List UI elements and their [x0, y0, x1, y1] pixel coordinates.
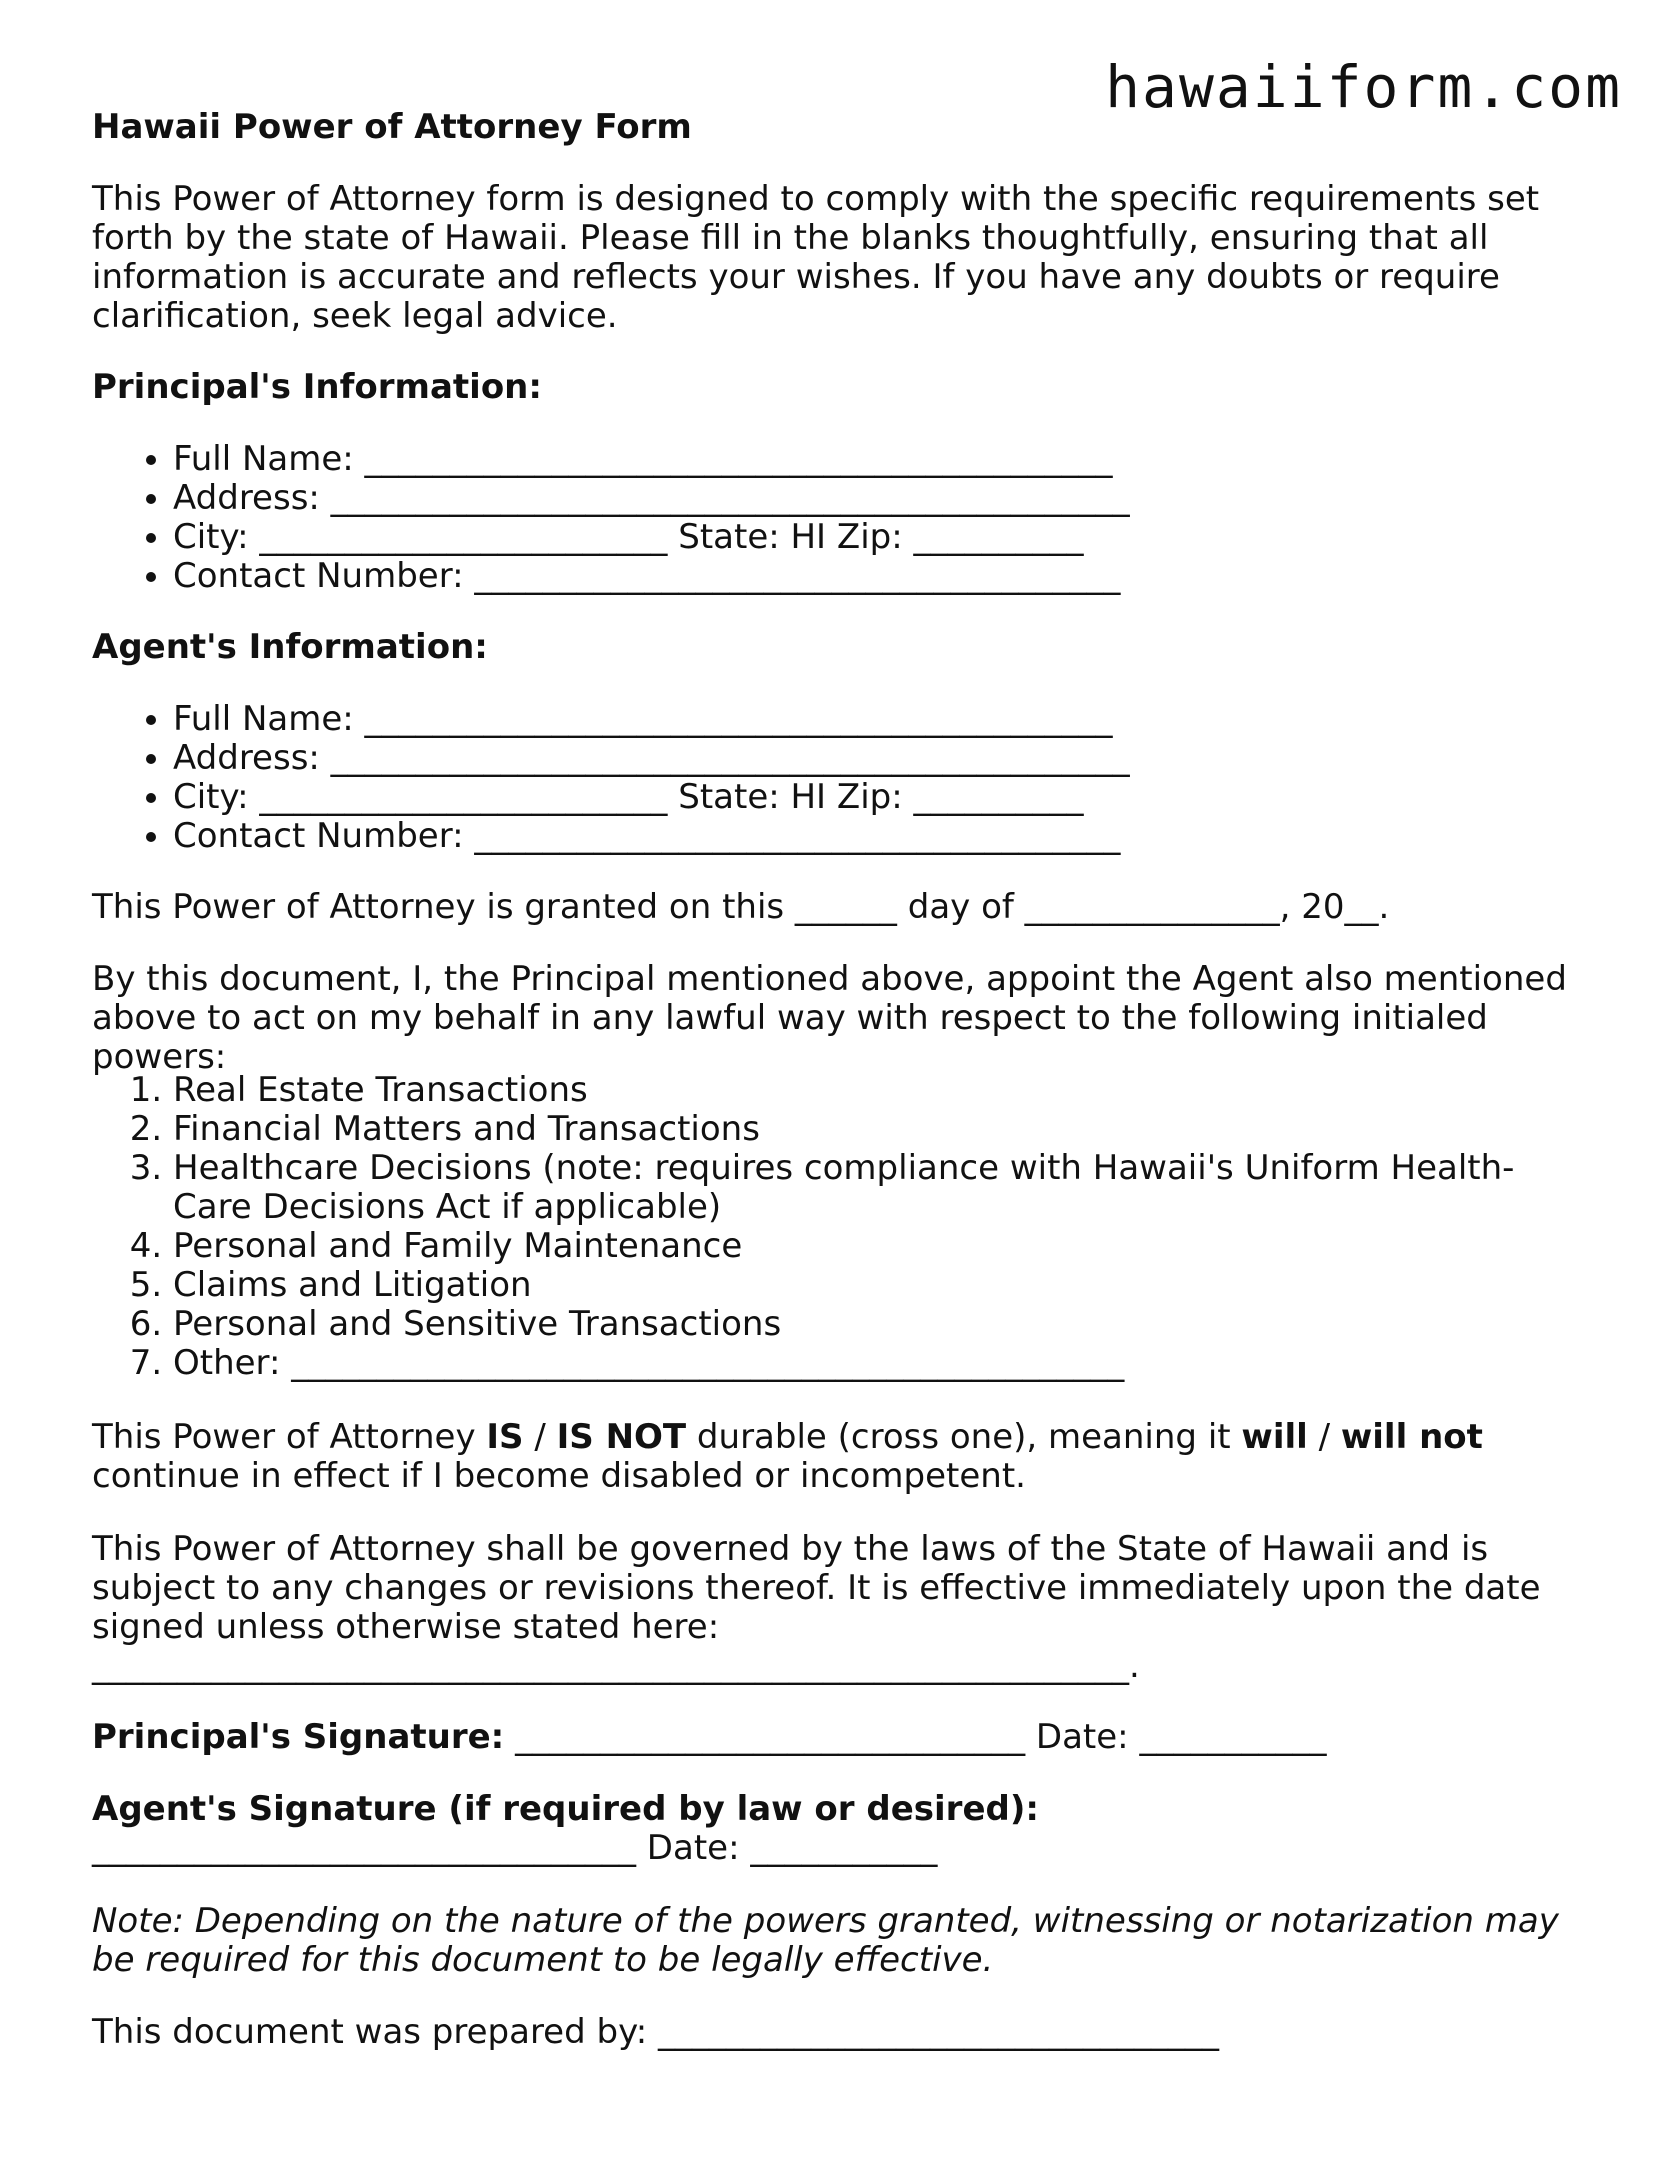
- principal-signature-label: Principal's Signature:: [92, 1717, 505, 1757]
- principal-signature-line: [92, 1718, 1326, 1757]
- is-option: IS: [486, 1417, 524, 1457]
- principal-city: • City: ________________________ State: HI Zip: __________: [173, 518, 1573, 557]
- agent-heading: Agent's Information:: [92, 627, 488, 667]
- power-item: 7. Other: _________________________________________________: [173, 1344, 1573, 1383]
- slash: /: [523, 1417, 557, 1457]
- agent-address: • Address: _______________________________________________: [173, 739, 1573, 778]
- notarization-note: Note: Depending on the nature of the powers granted, witnessing or notarization may be required for this document to be legally effective.: [92, 1901, 1559, 1980]
- power-item: 3. Healthcare Decisions (note: requires compliance with Hawaii's Uniform Health-Care Decisions Act if applicable): [173, 1149, 1573, 1227]
- principal-address: • Address: _______________________________________________: [173, 479, 1573, 518]
- prepared-by-line: This document was prepared by: _________________________________: [92, 2012, 1219, 2052]
- durable-text: This Power of Attorney: [92, 1417, 487, 1457]
- power-item: 1. Real Estate Transactions: [173, 1071, 1573, 1110]
- power-item: 5. Claims and Litigation: [173, 1266, 1573, 1305]
- document-title: Hawaii Power of Attorney Form: [92, 107, 692, 147]
- principal-full-name: • Full Name: ____________________________________________: [173, 440, 1573, 479]
- slash: /: [1307, 1417, 1341, 1457]
- agent-signature-line: [92, 1790, 1592, 1868]
- principal-info-list: [92, 440, 1573, 596]
- power-item: 4. Personal and Family Maintenance: [173, 1227, 1573, 1266]
- appointment-paragraph: By this document, I, the Principal mentioned above, appoint the Agent also mentioned above to act on my behalf in any lawful way with respect to the following initialed powers:: [92, 959, 1567, 1077]
- agent-signature-label: Agent's Signature (if required by law or desired):: [92, 1789, 1039, 1829]
- agent-contact: • Contact Number: ______________________________________: [173, 817, 1573, 856]
- governing-law-section: [92, 1530, 1592, 1686]
- agent-signature-blank: ________________________________ Date: ___________: [92, 1828, 938, 1868]
- power-item: 2. Financial Matters and Transactions: [173, 1110, 1573, 1149]
- agent-full-name: • Full Name: ____________________________________________: [173, 700, 1573, 739]
- is-not-option: IS NOT: [556, 1417, 687, 1457]
- will-not-option: will not: [1340, 1417, 1483, 1457]
- power-item: 6. Personal and Sensitive Transactions: [173, 1305, 1573, 1344]
- watermark: hawaiiform.com: [1105, 53, 1622, 121]
- granted-date-line: This Power of Attorney is granted on this ______ day of _______________, 20__.: [92, 887, 1390, 927]
- durable-text: durable (cross one), meaning it: [686, 1417, 1242, 1457]
- effective-date-blank: _____________________________________________________________.: [92, 1646, 1140, 1686]
- agent-city: • City: ________________________ State: HI Zip: __________: [173, 778, 1573, 817]
- will-option: will: [1241, 1417, 1308, 1457]
- intro-paragraph: This Power of Attorney form is designed to comply with the specific requirements set forth by the state of Hawaii. Please fill in the blanks thoughtfully, ensuring that all information is accurate and reflects your wishes. If you have any doubts or require clarification, seek legal advice.: [92, 179, 1540, 336]
- principal-contact: • Contact Number: ______________________________________: [173, 557, 1573, 596]
- durability-paragraph: [92, 1418, 1592, 1496]
- principal-signature-blank: ______________________________ Date: ___________: [504, 1717, 1327, 1757]
- durable-text: continue in effect if I become disabled or incompetent.: [92, 1456, 1026, 1496]
- powers-list: [92, 1071, 1573, 1383]
- agent-info-list: [92, 700, 1573, 856]
- governing-law-paragraph: This Power of Attorney shall be governed by the laws of the State of Hawaii and is subject to any changes or revisions thereof. It is effective immediately upon the date signed unless otherwise stated here:: [92, 1529, 1541, 1647]
- principal-heading: Principal's Information:: [92, 367, 542, 407]
